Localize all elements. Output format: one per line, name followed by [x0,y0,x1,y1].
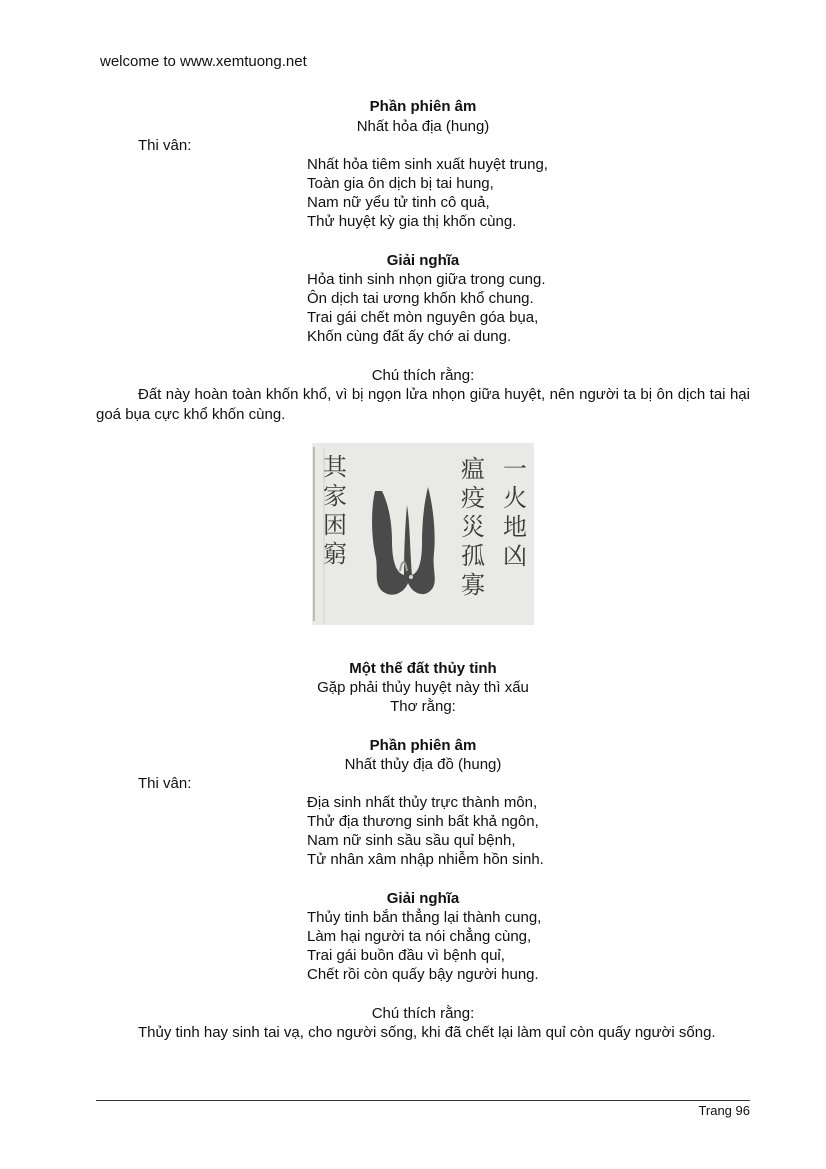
page-number: Trang 96 [698,1103,750,1118]
section2-note-heading: Chú thích rằng: [371,1005,475,1022]
poem-line: Tử nhân xâm nhập nhiễm hồn sinh. [307,851,544,868]
section2-intro: Thi vân: [138,775,192,792]
poem-line: Thử huyệt kỳ gia thị khốn cùng. [307,213,517,230]
right-column-text: 一火地凶 [503,455,527,570]
note-text: Đất này hoàn toàn khốn khổ, vì bị ngọn lửa nhọn giữa huyệt, nên người ta bị ôn dịch tai hại goá bụa cực khổ khốn cùng. [96,386,750,423]
section1-subheading: Nhất hỏa địa (hung) [356,118,490,135]
poem-line: Địa sinh nhất thủy trực thành môn, [307,794,538,811]
meaning-line: Thủy tinh bắn thẳng lại thành cung, [307,909,542,926]
note-text: Thủy tinh hay sinh tai vạ, cho người sống, khi đã chết lại làm quỉ còn quấy người sống. [138,1024,716,1041]
middle-column-text: 瘟疫災孤寡 [461,455,485,599]
meaning-line: Hỏa tinh sinh nhọn giữa trong cung. [307,271,546,288]
meaning-line: Làm hại người ta nói chẳng cùng, [307,928,532,945]
section2-meaning-heading: Giải nghĩa [386,890,460,907]
section1-meaning-heading: Giải nghĩa [386,252,460,269]
section2-note [96,1023,750,1043]
poem-line: Nhất hỏa tiêm sinh xuất huyệt trung, [307,156,548,173]
section2-line2: Thơ rằng: [390,698,456,715]
section1-note-heading: Chú thích rằng: [371,367,475,384]
left-column-text: 其家困窮 [323,453,347,568]
poem-line: Thử địa thương sinh bất khả ngôn, [307,813,539,830]
section1-intro: Thi vân: [138,137,192,154]
section2-heading: Phần phiên âm [369,737,477,754]
section2-title: Một thế đất thủy tinh [349,660,497,677]
section1-heading: Phần phiên âm [369,98,477,115]
section2-poem [307,793,544,869]
meaning-line: Chết rồi còn quấy bậy người hung. [307,966,539,983]
section1-poem [307,155,548,231]
poem-line: Toàn gia ôn dịch bị tai hung, [307,175,494,192]
meaning-line: Khốn cùng đất ấy chớ ai dung. [307,328,512,345]
meaning-line: Trai gái buồn đầu vì bệnh quỉ, [307,947,505,964]
section2-subheading: Nhất thủy địa đồ (hung) [344,756,502,773]
site-header: welcome to www.xemtuong.net [100,53,307,70]
poem-line: Nam nữ sinh sầu sầu quỉ bệnh, [307,832,516,849]
geomancy-illustration [312,443,534,625]
meaning-line: Trai gái chết mòn nguyên góa bụa, [307,309,539,326]
poem-line: Nam nữ yểu tử tinh cô quả, [307,194,490,211]
section2-line1: Gặp phải thủy huyệt này thì xấu [317,679,529,696]
meaning-line: Ôn dịch tai ương khốn khổ chung. [307,290,534,307]
section1-note [96,385,750,424]
section1-meaning [307,270,546,346]
section2-meaning [307,908,541,984]
footer-divider [96,1100,750,1101]
